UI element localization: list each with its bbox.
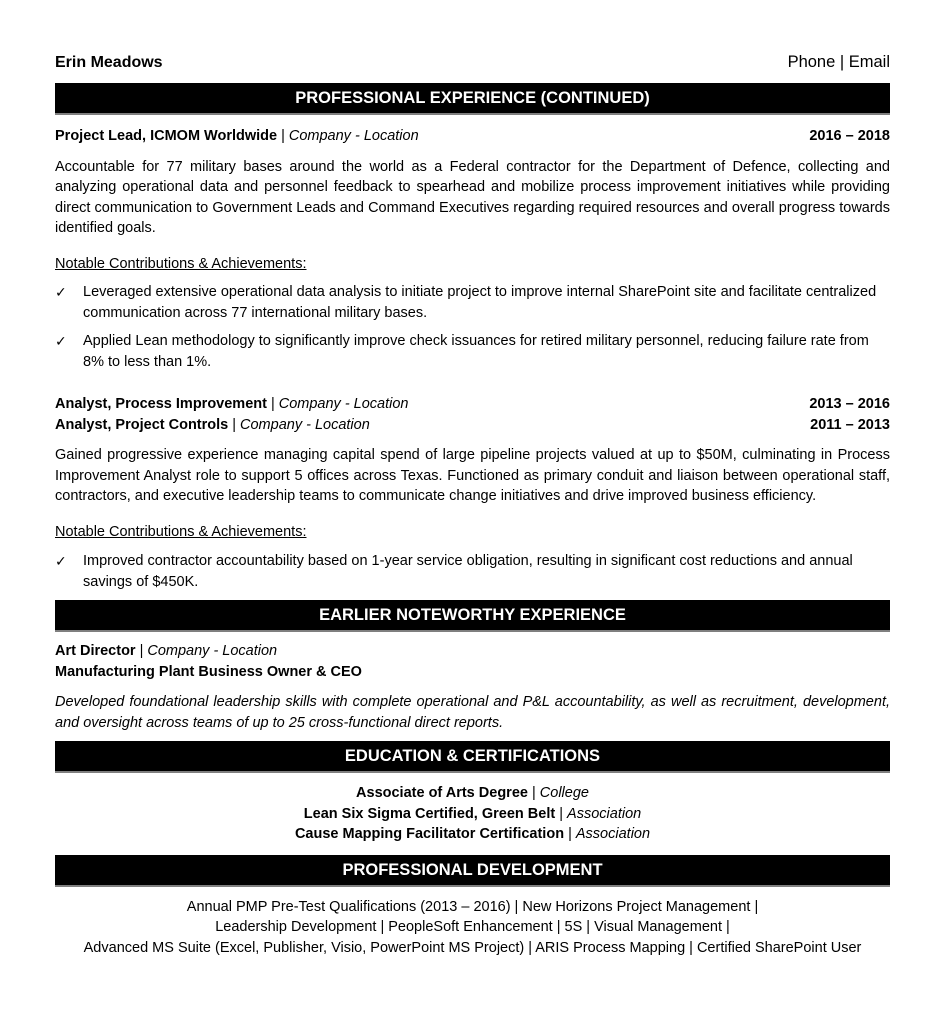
- separator: |: [232, 416, 237, 433]
- development-line: Annual PMP Pre-Test Qualifications (2013 – 2016) | New Horizons Project Management |: [186, 898, 759, 915]
- achievement-text: Improved contractor accountability based on 1-year service obligation, resulting in significant cost reductions and annual savings of $450K.: [83, 553, 853, 590]
- job-1-achievements-heading: Notable Contributions & Achievements:: [55, 255, 307, 272]
- checkmark-icon: ✓: [55, 284, 67, 300]
- job-2-summary: Gained progressive experience managing capital spend of large pipeline projects valued at up to $50M, culminating in Process Improvement Analyst role to support 5 offices across Texas. Functioned as primary conduit and liaison between operational staff, contractors, and executive leadership teams to communicate change initiatives and drive improved business efficiency.: [55, 447, 890, 504]
- resume-header: [55, 52, 890, 76]
- separator: |: [531, 785, 536, 801]
- job-1-achievement-list: [55, 282, 890, 372]
- job-dates: 2013 – 2016: [809, 396, 890, 412]
- company-location: Company - Location: [240, 416, 370, 433]
- education-item: [55, 783, 890, 804]
- checkmark-icon: ✓: [55, 333, 67, 349]
- job-dates: 2016 – 2018: [809, 128, 890, 144]
- resume-page: [55, 52, 890, 958]
- credential-title: Cause Mapping Facilitator Certification: [294, 826, 565, 842]
- separator: |: [281, 128, 285, 144]
- company-location: Company - Location: [147, 643, 278, 659]
- checkmark-icon: ✓: [55, 553, 67, 569]
- job-2-role-line-1: [55, 394, 890, 415]
- achievement-item: [55, 282, 890, 323]
- credential-title: Associate of Arts Degree: [356, 785, 528, 801]
- earlier-role-line-1: [55, 641, 890, 662]
- achievement-item: [55, 551, 890, 592]
- achievement-text: Leveraged extensive operational data analysis to initiate project to improve internal SharePoint site and facilitate centralized communication across 77 international military bases.: [83, 284, 877, 321]
- section-heading-earlier-experience: EARLIER NOTEWORTHY EXPERIENCE: [55, 600, 890, 632]
- development-line: Advanced MS Suite (Excel, Publisher, Visio, PowerPoint MS Project) | ARIS Process Mapping | Certified SharePoint User: [83, 939, 862, 956]
- job-1-summary: Accountable for 77 military bases around the world as a Federal contractor for the Department of Defence, collecting and analyzing operational data and personnel feedback to spearhead and mobilize process improvement initiatives while providing direct communication to Government Leads and Command Executives regarding required resources and overall progress towards identified goals.: [55, 158, 890, 236]
- section-heading-education: EDUCATION & CERTIFICATIONS: [55, 741, 890, 773]
- job-dates: 2011 – 2013: [810, 416, 890, 433]
- section-heading-development: PROFESSIONAL DEVELOPMENT: [55, 855, 890, 887]
- job-2-achievements-heading: Notable Contributions & Achievements:: [55, 523, 307, 540]
- job-1-role: [55, 126, 419, 147]
- education-item: [55, 824, 890, 845]
- job-title: Analyst, Project Controls: [55, 416, 229, 433]
- job-2-role-line-2: [55, 415, 890, 436]
- development-list: [45, 897, 900, 959]
- earlier-role: [55, 641, 277, 662]
- candidate-name: Erin Meadows: [55, 54, 163, 71]
- credential-title: Lean Six Sigma Certified, Green Belt: [303, 805, 556, 822]
- credential-org: College: [539, 785, 589, 801]
- job-1-role-line: [55, 126, 890, 147]
- achievement-item: [55, 331, 890, 372]
- company-location: Company - Location: [288, 128, 419, 144]
- section-heading-experience-continued: PROFESSIONAL EXPERIENCE (CONTINUED): [55, 83, 890, 115]
- company-location: Company - Location: [278, 396, 409, 412]
- separator: |: [568, 826, 572, 842]
- separator: |: [559, 805, 564, 822]
- development-line: Leadership Development | PeopleSoft Enhancement | 5S | Visual Management |: [215, 919, 730, 935]
- earlier-summary: Developed foundational leadership skills with complete operational and P&L accountability, as well as recruitment, development, and oversight across teams of up to 25 cross-functional direct reports.: [55, 694, 890, 731]
- job-2-role: [55, 394, 409, 415]
- separator: |: [270, 396, 275, 412]
- job-2-role: [55, 415, 370, 436]
- separator: |: [139, 643, 144, 659]
- education-list: [55, 783, 890, 845]
- job-title: Project Lead, ICMOM Worldwide: [55, 128, 278, 144]
- education-item: [55, 804, 890, 825]
- credential-org: Association: [567, 805, 642, 822]
- achievement-text: Applied Lean methodology to significantly improve check issuances for retired military personnel, reducing failure rate from 8% to less than 1%.: [83, 333, 869, 370]
- job-2-achievement-list: [55, 551, 890, 592]
- earlier-role-line-2: Manufacturing Plant Business Owner & CEO: [55, 663, 362, 680]
- job-title: Analyst, Process Improvement: [55, 396, 267, 412]
- contact-info: Phone | Email: [787, 53, 890, 71]
- credential-org: Association: [575, 826, 651, 842]
- job-title: Art Director: [55, 643, 136, 659]
